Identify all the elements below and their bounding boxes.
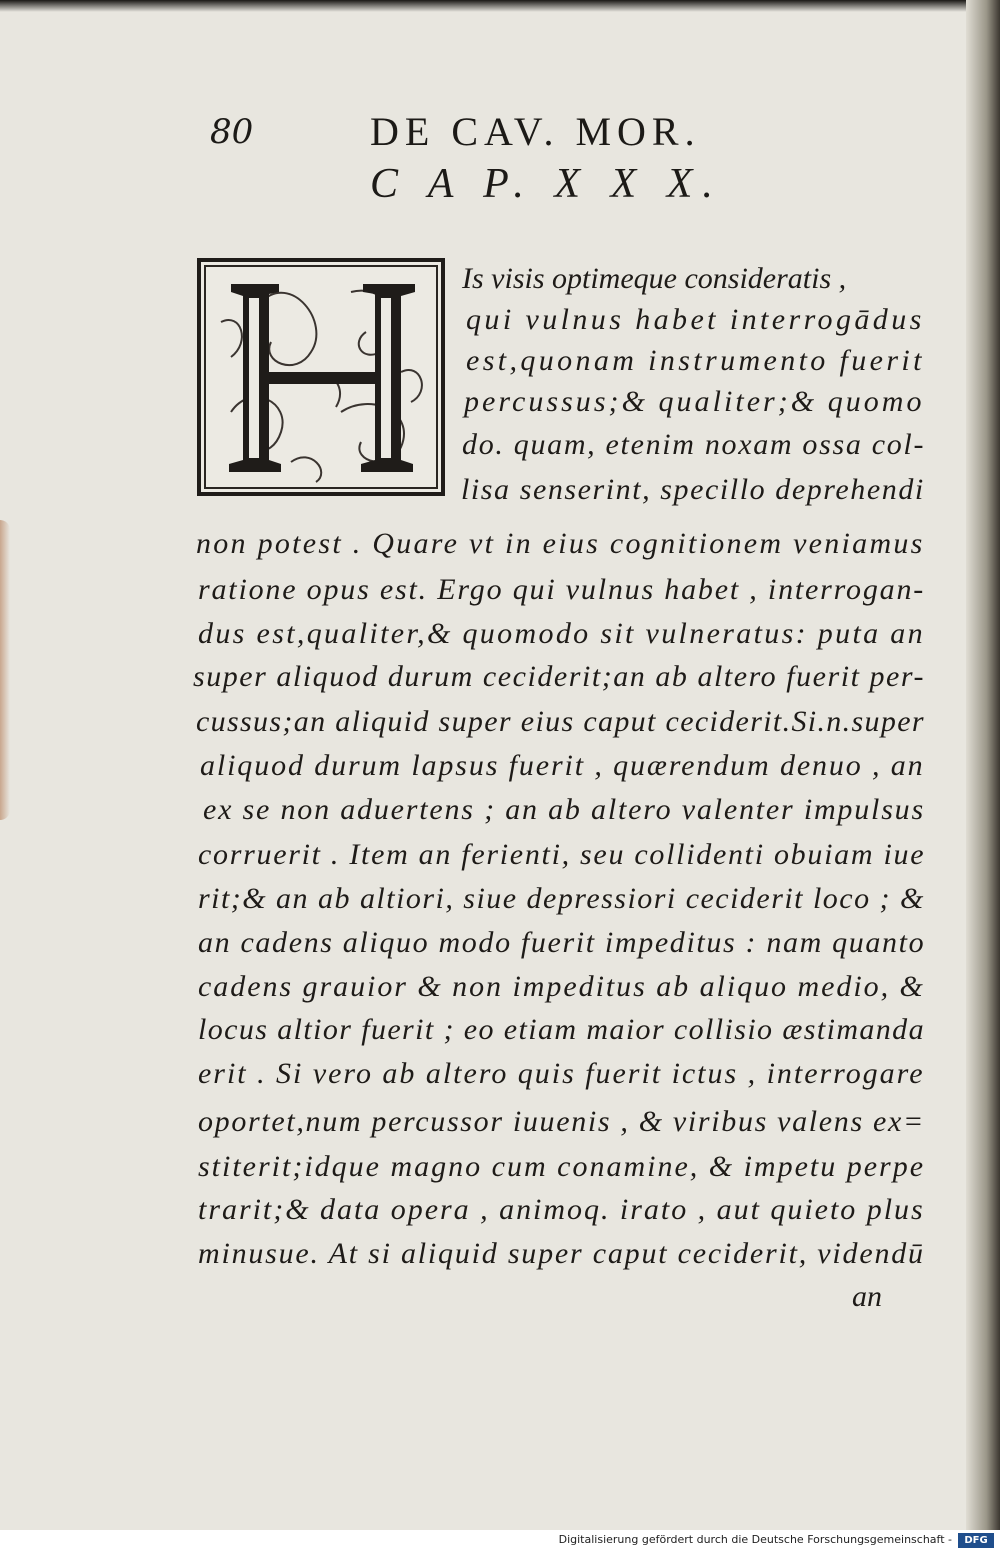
text-line-7: non potest . Quare vt in eius cognitionem veniamus <box>196 527 925 560</box>
text-line-8: ratione opus est. Ergo qui vulnus habet , interrogan- <box>198 573 926 606</box>
text-line-4: percussus;& qualiter;& quomo <box>464 385 925 418</box>
text-line-12: aliquod durum lapsus fuerit , quærendum denuo , an <box>200 749 925 782</box>
text-line-22: trarit;& data opera , animoq. irato , aut quieto plus <box>198 1193 925 1226</box>
text-line-16: an cadens aliquo modo fuerit impeditus : nam quanto <box>198 926 926 959</box>
text-line-6: lisa senserint, specillo deprehendi <box>461 473 925 506</box>
text-line-17: cadens grauior & non impeditus ab aliquo medio, & <box>198 970 925 1003</box>
text-line-2: qui vulnus habet interrogādus <box>466 303 925 336</box>
text-line-18: locus altior fuerit ; eo etiam maior collisio æstimanda <box>198 1013 925 1046</box>
chapter-heading: C A P. X X X. <box>370 161 723 207</box>
running-head: DE CAV. MOR. <box>370 109 701 154</box>
footer-credit-text: Digitalisierung gefördert durch die Deutsche Forschungsgemeinschaft - <box>558 1533 952 1546</box>
text-line-21: stiterit;idque magno cum conamine, & impetu perpe <box>198 1150 926 1183</box>
text-line-19: erit . Si vero ab altero quis fuerit ictus , interrogare <box>198 1057 925 1090</box>
text-line-13: ex se non aduertens ; an ab altero valenter impulsus <box>203 793 925 826</box>
text-line-9: dus est,qualiter,& quomodo sit vulneratus: puta an <box>198 617 925 650</box>
text-line-11: cussus;an aliquid super eius caput ceciderit.Si.n.super <box>196 705 925 738</box>
text-line-3: est,quonam instrumento fuerit <box>466 344 925 377</box>
text-line-14: corruerit . Item an ferienti, seu collidenti obuiam iue <box>198 838 926 871</box>
page-number: 80 <box>210 112 254 152</box>
text-line-1: Is visis optimeque consideratis , <box>462 262 847 295</box>
text-line-20: oportet,num percussor iuuenis , & viribus valens ex= <box>198 1105 925 1138</box>
text-line-5: do. quam, etenim noxam ossa col- <box>462 428 926 461</box>
digitization-footer <box>0 1530 1000 1551</box>
dfg-logo-icon: DFG <box>958 1533 994 1548</box>
text-line-10: super aliquod durum ceciderit;an ab altero fuerit per- <box>193 660 926 693</box>
text-line-15: rit;& an ab altiori, siue depressiori ceciderit loco ; & <box>198 882 925 915</box>
catchword: an <box>852 1280 882 1313</box>
text-line-23: minusue. At si aliquid super caput ceciderit, videndū <box>198 1237 925 1270</box>
